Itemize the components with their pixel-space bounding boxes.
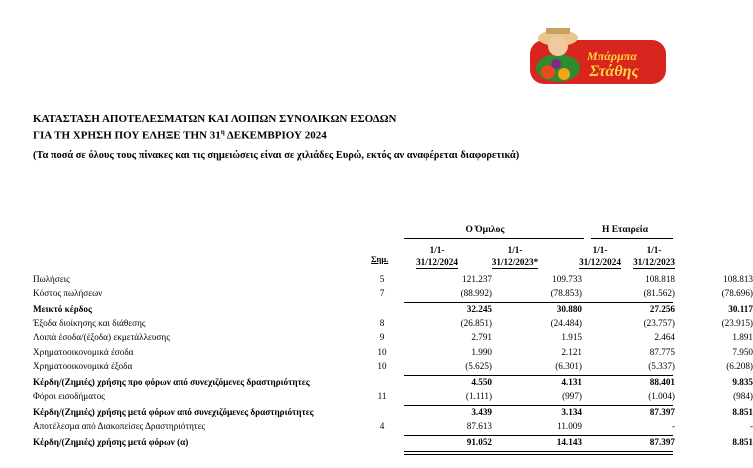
cell: 2.791 xyxy=(471,332,492,342)
table-row xyxy=(33,420,753,434)
col-header-2: 1/1- 31/12/2024 xyxy=(560,245,640,269)
logo-text-2: Στάθης xyxy=(589,63,639,80)
cell: 14.143 xyxy=(556,437,582,447)
cell: (78.853) xyxy=(550,288,582,298)
table-row xyxy=(33,360,753,374)
cell: 30.117 xyxy=(728,304,753,314)
row-label: Αποτέλεσμα από Διακοπείσες Δραστηριότητες xyxy=(33,421,206,431)
cell: 4.131 xyxy=(561,377,582,387)
cell: 4.550 xyxy=(471,377,492,387)
table-row-grand-total xyxy=(33,436,753,450)
row-label: Κόστος πωλήσεων xyxy=(33,288,103,298)
cell: (5.625) xyxy=(465,361,492,371)
cell: (88.992) xyxy=(460,288,492,298)
cell: 9.835 xyxy=(732,377,753,387)
company-logo xyxy=(528,16,668,86)
table-row-total xyxy=(33,376,753,390)
cell: (24.484) xyxy=(550,318,582,328)
row-note: 8 xyxy=(379,318,385,328)
table-row-total xyxy=(33,406,753,420)
cell: 7.950 xyxy=(732,347,753,357)
cell: 30.880 xyxy=(556,304,582,314)
cell: - xyxy=(749,421,753,431)
cell: 3.439 xyxy=(471,407,492,417)
table-row xyxy=(33,390,753,404)
cell: 2.464 xyxy=(654,332,675,342)
row-label: Κέρδη/(Ζημιές) χρήσης μετά φόρων (α) xyxy=(33,437,189,447)
cell: (5.337) xyxy=(648,361,675,371)
group-header-group: Ο Όμιλος xyxy=(465,225,505,235)
row-note: 10 xyxy=(377,361,387,371)
cell: 109.733 xyxy=(552,274,582,284)
cell: (984) xyxy=(733,391,753,401)
row-label: Φόροι εισοδήματος xyxy=(33,391,105,401)
cell: 121.237 xyxy=(462,274,492,284)
cell: (78.696) xyxy=(721,288,753,298)
cell: 2.121 xyxy=(561,347,582,357)
cell: 108.813 xyxy=(723,274,753,284)
cell: (6.208) xyxy=(726,361,753,371)
cell: (26.851) xyxy=(460,318,492,328)
row-note: 7 xyxy=(379,288,385,298)
cell: (1.004) xyxy=(648,391,675,401)
row-label: Κέρδη/(Ζημιές) χρήσης προ φόρων από συνεχιζόμενες δραστηριότητες xyxy=(33,377,310,387)
cell: (23.757) xyxy=(643,318,675,328)
cell: 8.851 xyxy=(732,407,753,417)
double-underline xyxy=(404,451,673,455)
table-row xyxy=(33,331,753,345)
cell: (1.111) xyxy=(465,391,492,401)
note-column-header: Σημ. xyxy=(371,254,389,264)
row-note: 10 xyxy=(377,347,387,357)
table-row xyxy=(33,273,753,287)
cell: 91.052 xyxy=(466,437,492,447)
cell: (6.301) xyxy=(555,361,582,371)
logo-text-1: Μπάρμπα xyxy=(587,49,637,63)
statement-subtitle: (Τα ποσά σε όλους τους πίνακες και τις σημειώσεις είναι σε χιλιάδες Ευρώ, εκτός αν αναφέρεται διαφορετικά) xyxy=(33,150,520,161)
col-header-1: 1/1- 31/12/2023* xyxy=(475,245,555,269)
cell: 1.990 xyxy=(471,347,492,357)
company-underline xyxy=(591,238,673,239)
cell: 32.245 xyxy=(466,304,492,314)
row-label: Μεικτό κέρδος xyxy=(33,304,92,314)
row-label: Έξοδα διοίκησης και διάθεσης xyxy=(33,318,146,328)
row-note: 5 xyxy=(379,274,385,284)
row-label: Κέρδη/(Ζημιές) χρήσης μετά φόρων από συνεχιζόμενες δραστηριότητες xyxy=(33,407,314,417)
title-line-1: ΚΑΤΑΣΤΑΣΗ ΑΠΟΤΕΛΕΣΜΑΤΩΝ ΚΑΙ ΛΟΙΠΩΝ ΣΥΝΟΛΙΚΩΝ ΕΣΟΔΩΝ xyxy=(33,113,397,125)
col-header-0: 1/1- 31/12/2024 xyxy=(404,245,470,269)
group-underline xyxy=(404,238,584,239)
row-note: 4 xyxy=(379,421,385,431)
cell: 87.613 xyxy=(466,421,492,431)
cell: (997) xyxy=(562,391,582,401)
cell: (81.562) xyxy=(643,288,675,298)
row-label: Λοιπά έσοδα/(έξοδα) εκμετάλλευσης xyxy=(33,332,170,342)
row-label: Πωλήσεις xyxy=(33,274,70,284)
cell: 108.818 xyxy=(645,274,675,284)
title-line-2: ΓΙΑ ΤΗ ΧΡΗΣΗ ΠΟΥ ΕΛΗΞΕ ΤΗΝ $31^\eta$ ΔΕΚΕΜΒΡΙΟΥ 2024 xyxy=(33,128,327,142)
col-header-3: 1/1- 31/12/2023 xyxy=(618,245,690,269)
cell: 11.009 xyxy=(557,421,582,431)
row-label: Χρηματοοικονομικά έσοδα xyxy=(33,347,134,357)
cell: 87.397 xyxy=(649,407,675,417)
table-row xyxy=(33,346,753,360)
row-note: 9 xyxy=(379,332,385,342)
cell: 88.401 xyxy=(649,377,675,387)
cell: - xyxy=(671,421,675,431)
table-row xyxy=(33,317,753,331)
statement-title xyxy=(33,113,396,143)
cell: 3.134 xyxy=(561,407,582,417)
cell: 1.915 xyxy=(561,332,582,342)
cell: 87.775 xyxy=(649,347,675,357)
cell: 8.851 xyxy=(732,437,753,447)
group-header-company: Η Εταιρεία xyxy=(601,225,649,235)
table-row-total xyxy=(33,303,753,317)
cell: 27.256 xyxy=(649,304,675,314)
row-label: Χρηματοοικονομικά έξοδα xyxy=(33,361,133,371)
row-note: 11 xyxy=(377,391,387,401)
cell: 87.397 xyxy=(649,437,675,447)
cell: 1.891 xyxy=(732,332,753,342)
table-row xyxy=(33,287,753,301)
cell: (23.915) xyxy=(721,318,753,328)
